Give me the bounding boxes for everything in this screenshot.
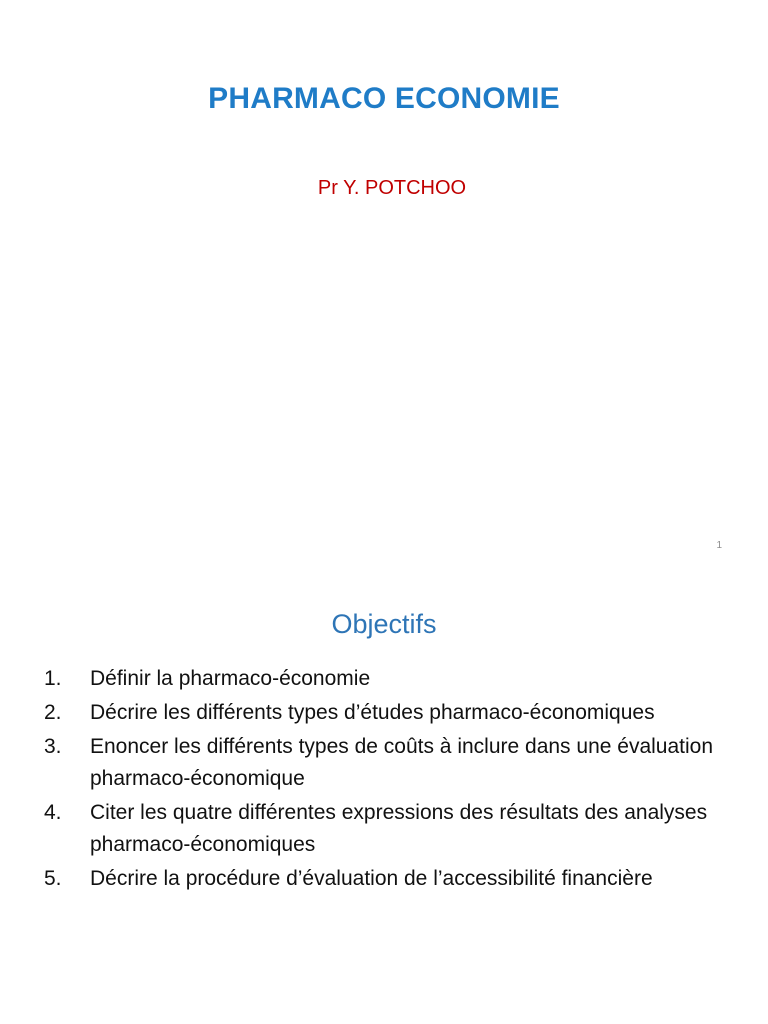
objective-text: Décrire les différents types d’études pharmaco-économiques — [90, 701, 655, 724]
objective-item-5 — [44, 863, 744, 895]
slide-page-number: 1 — [716, 540, 722, 551]
objective-text: Décrire la procédure d’évaluation de l’accessibilité financière — [90, 867, 653, 890]
objective-text: Citer les quatre différentes expressions des résultats des analyses pharmaco-économiques — [90, 801, 708, 856]
objective-item-3 — [44, 731, 744, 795]
objective-text: Définir la pharmaco-économie — [90, 667, 371, 690]
presentation-author: Pr Y. POTCHOO — [317, 177, 467, 199]
objective-number: 1. — [44, 667, 62, 690]
objectives-slide — [0, 576, 768, 1024]
objectives-title: Objectifs — [331, 609, 437, 639]
objective-number: 4. — [44, 801, 62, 824]
objective-item-2 — [44, 697, 744, 729]
objective-text: Enoncer les différents types de coûts à inclure dans une évaluation pharmaco-économique — [90, 735, 714, 790]
objective-number: 5. — [44, 867, 62, 890]
presentation-title: PHARMACO ECONOMIE — [208, 82, 560, 115]
objective-number: 2. — [44, 701, 62, 724]
objective-item-4 — [44, 797, 744, 861]
objectives-list — [44, 663, 744, 897]
objective-item-1 — [44, 663, 744, 695]
objective-number: 3. — [44, 735, 62, 758]
